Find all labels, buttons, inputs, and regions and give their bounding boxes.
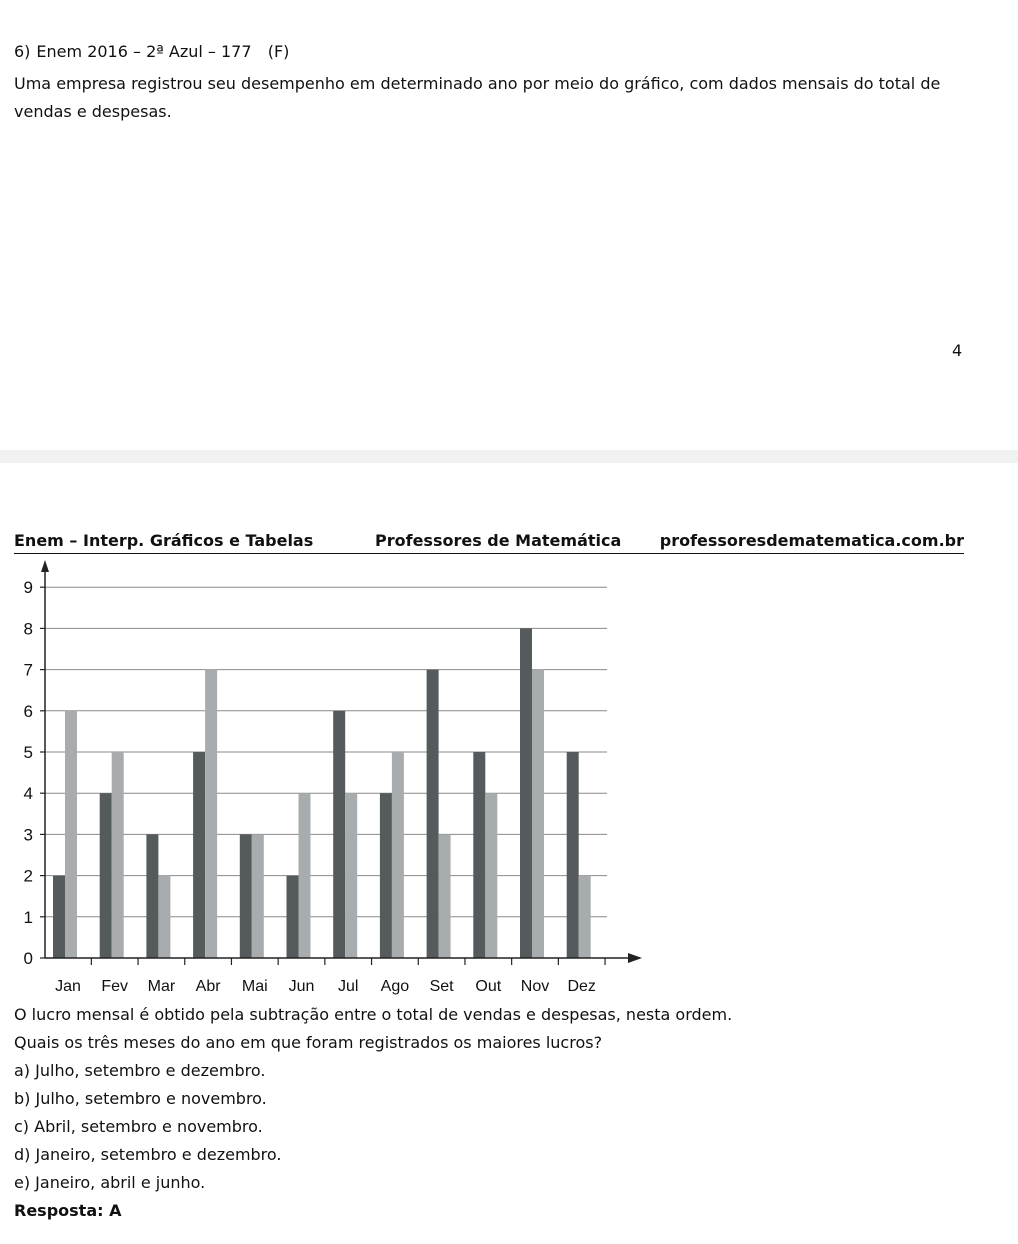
bar-despesas-abr: [205, 670, 217, 958]
x-tick-label-nov: Nov: [520, 978, 550, 995]
y-tick-label-7: 7: [23, 660, 33, 680]
question-continuation: [14, 1001, 974, 1225]
bar-despesas-jul: [345, 793, 357, 958]
chart-svg: [0, 556, 660, 1006]
option-d: d) Janeiro, setembro e dezembro.: [14, 1145, 282, 1164]
y-tick-label-2: 2: [23, 866, 33, 886]
option-a: a) Julho, setembro e dezembro.: [14, 1061, 266, 1080]
bar-despesas-set: [439, 834, 451, 958]
x-tick-label-jan: Jan: [55, 978, 81, 995]
bar-despesas-fev: [112, 752, 124, 958]
page-1: [0, 0, 1018, 450]
bar-despesas-jan: [65, 711, 77, 958]
y-tick-label-3: 3: [23, 825, 33, 845]
bar-despesas-out: [485, 793, 497, 958]
option-c: c) Abril, setembro e novembro.: [14, 1117, 263, 1136]
x-tick-label-abr: Abr: [195, 978, 221, 995]
page-header: [14, 531, 964, 554]
option-b: b) Julho, setembro e novembro.: [14, 1089, 267, 1108]
bar-despesas-ago: [392, 752, 404, 958]
x-tick-label-fev: Fev: [101, 978, 129, 995]
header-right: professoresdematematica.com.br: [659, 531, 964, 550]
x-tick-label-jun: Jun: [288, 978, 315, 995]
answer: Resposta: A: [14, 1201, 122, 1220]
bar-vendas-set: [427, 670, 439, 958]
question-difficulty: (F): [267, 42, 290, 61]
y-tick-label-5: 5: [23, 743, 33, 762]
profit-definition: O lucro mensal é obtido pela subtração entre o total de vendas e despesas, nesta ordem.: [14, 1005, 733, 1024]
header-left: Enem – Interp. Gráficos e Tabelas: [14, 531, 314, 550]
bar-vendas-ago: [380, 793, 392, 958]
bar-vendas-jul: [333, 711, 345, 958]
bar-despesas-dez: [579, 876, 591, 958]
bar-despesas-mar: [158, 876, 170, 958]
x-tick-label-jul: Jul: [337, 978, 359, 995]
x-tick-label-mai: Mai: [241, 978, 268, 995]
question-statement: Uma empresa registrou seu desempenho em determinado ano por meio do gráfico, com dados mensais do total de vendas e despesas.: [14, 74, 941, 121]
bar-despesas-jun: [299, 793, 311, 958]
y-tick-label-0: 0: [23, 949, 33, 968]
question-prompt: Quais os três meses do ano em que foram registrados os maiores lucros?: [14, 1033, 603, 1052]
option-e: e) Janeiro, abril e junho.: [14, 1173, 206, 1192]
question-heading: [14, 42, 295, 61]
x-axis-arrow: [628, 953, 642, 963]
bar-vendas-mai: [240, 834, 252, 958]
question-number: 6): [14, 42, 31, 61]
x-tick-label-mar: Mar: [147, 978, 176, 995]
x-tick-label-ago: Ago: [380, 978, 410, 995]
header-center: Professores de Matemática: [375, 531, 622, 550]
bar-vendas-fev: [100, 793, 112, 958]
page-separator: [0, 450, 1018, 463]
y-tick-label-6: 6: [23, 701, 33, 721]
page-number: 4: [952, 341, 963, 360]
bar-vendas-nov: [520, 628, 532, 958]
x-tick-label-out: Out: [475, 978, 502, 995]
bar-despesas-mai: [252, 834, 264, 958]
bar-vendas-mar: [146, 834, 158, 958]
bar-vendas-jun: [287, 876, 299, 958]
y-tick-label-4: 4: [23, 784, 33, 804]
y-tick-label-9: 9: [23, 578, 33, 598]
bar-vendas-out: [473, 752, 485, 958]
bar-vendas-jan: [53, 876, 65, 958]
sales-expenses-chart: [0, 556, 660, 1006]
bar-despesas-nov: [532, 670, 544, 958]
y-axis-arrow: [41, 560, 49, 572]
y-tick-label-8: 8: [23, 619, 33, 639]
question-source: Enem 2016 – 2ª Azul – 177: [36, 42, 252, 61]
bar-vendas-dez: [567, 752, 579, 958]
bar-vendas-abr: [193, 752, 205, 958]
x-tick-label-set: Set: [429, 978, 454, 995]
y-tick-label-1: 1: [23, 907, 33, 927]
page-2: [0, 463, 1018, 1244]
x-tick-label-dez: Dez: [567, 978, 596, 995]
